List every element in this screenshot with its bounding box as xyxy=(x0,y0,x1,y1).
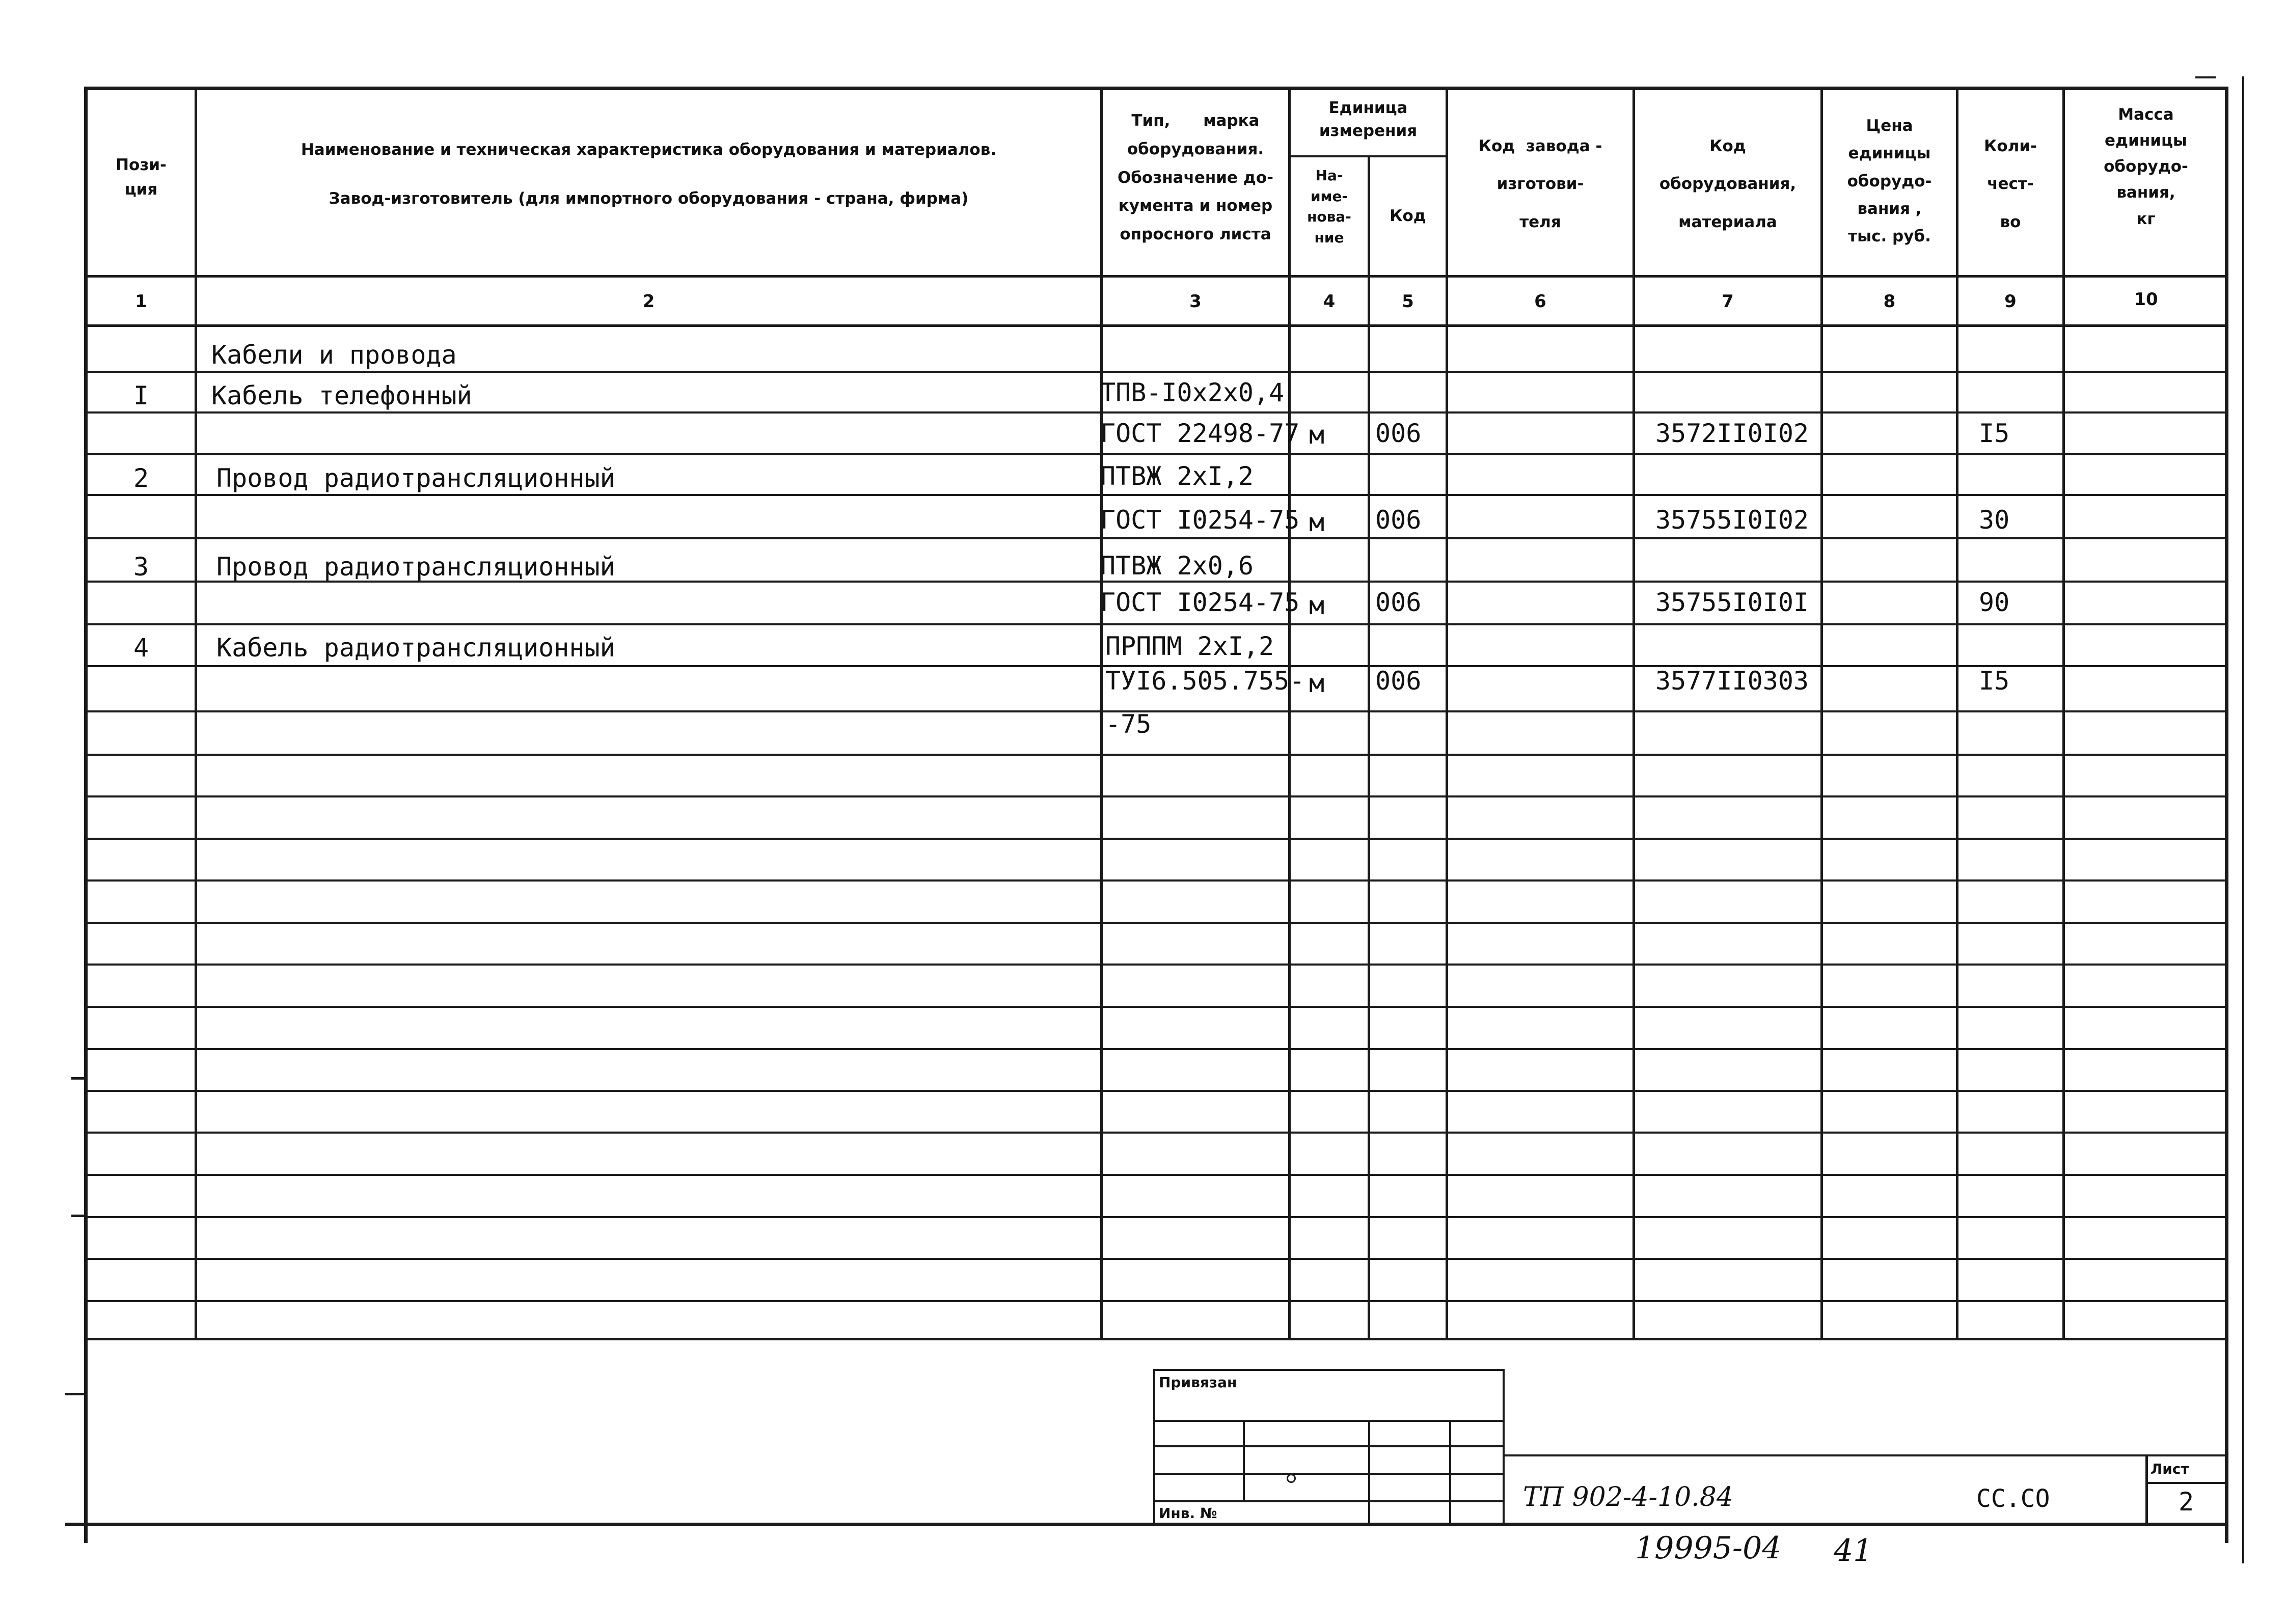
row-unit: м xyxy=(1309,508,1325,537)
header-type: Тип, марка оборудования. Обозначение до- кумента и номер опросного листа xyxy=(1117,112,1274,244)
row-position: 3 xyxy=(133,552,149,582)
row-position: 2 xyxy=(133,463,149,493)
col-line xyxy=(1288,87,1291,1339)
row-type: ПТВЖ 2х0,6 xyxy=(1100,551,1254,581)
binding-line xyxy=(1153,1473,1505,1475)
row-line xyxy=(88,838,2225,840)
binding-label: Привязан xyxy=(1159,1374,1237,1391)
frame-top xyxy=(84,87,2227,90)
colnum: 9 xyxy=(2004,291,2017,312)
row-quantity: I5 xyxy=(1979,666,2010,696)
row-line xyxy=(88,795,2225,797)
row-unit-code: 006 xyxy=(1375,666,1422,696)
row-line xyxy=(88,411,2225,414)
col-line xyxy=(1368,155,1370,1339)
row-name: Кабель телефонный xyxy=(211,381,472,410)
frame-bottom xyxy=(65,1523,2228,1526)
binding-line xyxy=(1153,1500,1505,1502)
row-type: ПРППМ 2хI,2 xyxy=(1105,631,1274,661)
header-unit-code: Код xyxy=(1390,207,1426,225)
margin-tick xyxy=(71,1215,87,1217)
row-unit: м xyxy=(1309,420,1325,450)
row-line xyxy=(88,1048,2225,1050)
header-material-code: Код оборудования, материала xyxy=(1659,137,1797,231)
row-line xyxy=(88,1216,2225,1218)
frame-left xyxy=(84,87,88,1543)
sheet-edge-mark xyxy=(2242,76,2244,1563)
colnum: 5 xyxy=(1402,291,1414,312)
row-line xyxy=(88,879,2225,882)
row-type: ТУI6.505.755- xyxy=(1105,666,1305,696)
row-position: I xyxy=(133,381,149,410)
document-code xyxy=(1523,1482,1733,1512)
binding-line xyxy=(1153,1420,1505,1422)
row-name: Кабели и провода xyxy=(211,340,457,370)
row-unit: м xyxy=(1309,591,1325,620)
row-line xyxy=(88,1090,2225,1092)
colnum: 8 xyxy=(1883,291,1896,312)
document-mark: СС.СО xyxy=(1976,1484,2050,1513)
row-quantity: 30 xyxy=(1979,505,2010,535)
margin-tick xyxy=(71,1077,87,1080)
corner-mark xyxy=(2195,76,2216,78)
inventory-label: Инв. № xyxy=(1159,1505,1217,1522)
header-mass: Масса единицы оборудо- вания, кг xyxy=(2104,105,2188,228)
sheet-number: 2 xyxy=(2178,1487,2194,1517)
row-type: ГОСТ I0254-75 xyxy=(1100,505,1300,535)
binding-line xyxy=(1153,1445,1505,1447)
row-name: Провод радиотрансляционный xyxy=(216,552,615,582)
col-line xyxy=(195,87,197,1339)
row-line xyxy=(88,964,2225,966)
row-unit-code: 006 xyxy=(1375,505,1422,535)
col-line xyxy=(2062,87,2065,1339)
row-line xyxy=(88,922,2225,924)
binding-col xyxy=(1449,1420,1451,1525)
binding-col xyxy=(1368,1420,1370,1525)
margin-tick xyxy=(65,1393,87,1395)
sheet-number-line xyxy=(2145,1482,2227,1484)
row-material-code: 35755I0I02 xyxy=(1655,505,1809,535)
row-unit: м xyxy=(1309,669,1325,698)
colnum: 3 xyxy=(1189,291,1202,312)
row-line xyxy=(88,710,2225,712)
table-end-line xyxy=(84,1338,2227,1340)
header-name-line1: Наименование и техническая характеристика оборудования и материалов. xyxy=(301,141,997,159)
row-unit-code: 006 xyxy=(1375,419,1422,448)
row-line xyxy=(88,1300,2225,1302)
row-line xyxy=(88,1258,2225,1260)
col-line xyxy=(1100,87,1103,1339)
row-material-code: 35755I0I0I xyxy=(1655,588,1809,617)
header-position: Пози- ция xyxy=(116,156,167,199)
unit-subheader-line xyxy=(1288,155,1448,157)
col-line xyxy=(1820,87,1823,1339)
document-code-text: ТП 902-4-10.84 xyxy=(1523,1482,1733,1512)
colnum: 4 xyxy=(1323,291,1336,312)
header-factory-code: Код завода - изготови- теля xyxy=(1478,137,1602,231)
colnum-bottom-line xyxy=(84,324,2227,327)
colnum: 2 xyxy=(642,291,655,312)
row-name: Провод радиотрансляционный xyxy=(216,463,615,493)
row-type: ТПВ-I0х2х0,4 xyxy=(1100,378,1285,407)
page-number: 41 xyxy=(1834,1533,1873,1568)
row-line xyxy=(88,754,2225,756)
sheet-label: Лист xyxy=(2151,1461,2189,1477)
colnum: 1 xyxy=(135,291,147,312)
row-line xyxy=(88,537,2225,539)
row-line xyxy=(88,453,2225,455)
small-circle-mark xyxy=(1287,1474,1296,1483)
header-quantity: Коли- чест- во xyxy=(1984,137,2037,231)
row-line xyxy=(88,623,2225,625)
binding-col xyxy=(1243,1420,1245,1501)
row-line xyxy=(88,1132,2225,1134)
colnum: 7 xyxy=(1722,291,1734,312)
row-material-code: 3577II0303 xyxy=(1655,666,1809,696)
row-position: 4 xyxy=(133,633,149,663)
col-line xyxy=(1632,87,1635,1339)
colnum: 6 xyxy=(1534,291,1546,312)
row-line xyxy=(88,1006,2225,1008)
row-name: Кабель радиотрансляционный xyxy=(216,633,615,663)
row-unit-code: 006 xyxy=(1375,588,1422,617)
title-block-line xyxy=(1505,1454,2227,1456)
row-type: ГОСТ 22498-77 xyxy=(1100,419,1300,448)
row-material-code: 3572II0I02 xyxy=(1655,419,1809,448)
header-unit-name: На- име- нова- ние xyxy=(1307,167,1351,246)
row-type: ПТВЖ 2хI,2 xyxy=(1100,461,1254,491)
header-unit: Единица измерения xyxy=(1319,99,1418,140)
header-name-line2: Завод-изготовитель (для импортного оборудования - страна, фирма) xyxy=(329,189,969,208)
col-line xyxy=(1956,87,1958,1339)
row-type: -75 xyxy=(1105,709,1152,739)
row-type: ГОСТ I0254-75 xyxy=(1100,588,1300,617)
row-quantity: 90 xyxy=(1979,588,2010,617)
header-bottom-line xyxy=(84,275,2227,278)
row-line xyxy=(88,1174,2225,1176)
archive-number: 19995-04 xyxy=(1635,1530,1782,1566)
row-line xyxy=(88,371,2225,373)
colnum: 10 xyxy=(2134,289,2158,310)
row-quantity: I5 xyxy=(1979,419,2010,448)
header-price: Цена единицы оборудо- вания , тыс. руб. xyxy=(1847,117,1932,245)
col-line xyxy=(1446,87,1448,1339)
row-line xyxy=(88,494,2225,496)
